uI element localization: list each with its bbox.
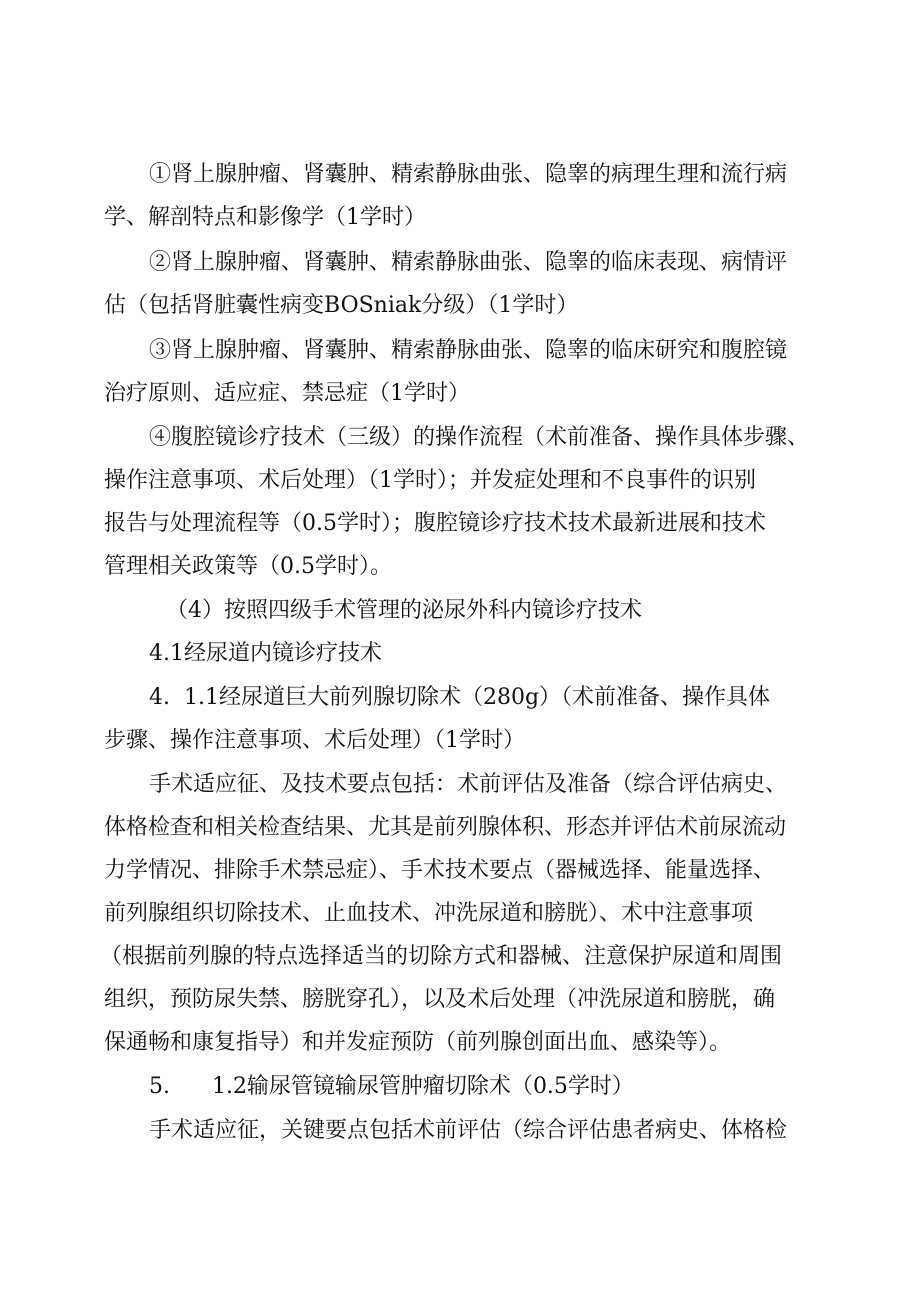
list-item-4-line-2: 操作注意事项、术后处理）（1学时）；并发症处理和不良事件的识别 <box>104 468 756 493</box>
item-4-1-1-line-1: 4. 1.1经尿道巨大前列腺切除术（280g）（术前准备、操作具体 <box>149 685 771 710</box>
list-item-2-line-2: 估（包括肾脏囊性病变BOSniak分级）（1学时） <box>104 293 579 318</box>
subsection-heading-4-1: 4.1经尿道内镜诊疗技术 <box>149 641 382 666</box>
item-1-2-heading: 5. 1.2输尿管镜输尿管肿瘤切除术（0.5学时） <box>149 1074 634 1099</box>
paragraph-line-5: （根据前列腺的特点选择适当的切除方式和器械、注意保护尿道和周围 <box>100 944 783 969</box>
section-heading-4: （4）按照四级手术管理的泌尿外科内镜诊疗技术 <box>166 598 642 623</box>
paragraph-line-3: 力学情况、排除手术禁忌症）、手术技术要点（器械选择、能量选择、 <box>104 858 776 883</box>
list-item-3-line-1: ③肾上腺肿瘤、肾囊肿、精索静脉曲张、隐睾的临床研究和腹腔镜 <box>149 338 788 363</box>
list-item-2-line-1: ②肾上腺肿瘤、肾囊肿、精索静脉曲张、隐睾的临床表现、病情评 <box>149 250 788 275</box>
list-item-4-line-4: 管理相关政策等（0.5学时）。 <box>104 554 392 579</box>
list-item-4-line-3: 报告与处理流程等（0.5学时）；腹腔镜诊疗技术技术最新进展和技术 <box>104 511 766 536</box>
paragraph-line-1: 手术适应征、及技术要点包括：术前评估及准备（综合评估病史、 <box>149 772 788 797</box>
list-item-1-line-2: 学、解剖特点和影像学（1学时） <box>104 205 426 230</box>
paragraph-2-line-1: 手术适应征，关键要点包括术前评估（综合评估患者病史、体格检 <box>149 1118 788 1143</box>
paragraph-line-4: 前列腺组织切除技术、止血技术、冲洗尿道和膀胱）、术中注意事项 <box>104 901 754 926</box>
item-4-1-1-line-2: 步骤、操作注意事项、术后处理）（1学时） <box>104 728 525 753</box>
list-item-1-line-1: ①肾上腺肿瘤、肾囊肿、精索静脉曲张、隐睾的病理生理和流行病 <box>149 162 788 187</box>
paragraph-line-2: 体格检查和相关检查结果、尤其是前列腺体积、形态并评估术前尿流动 <box>104 815 787 840</box>
paragraph-line-6: 组织，预防尿失禁、膀胱穿孔），以及术后处理（冲洗尿道和膀胱，确 <box>104 987 776 1012</box>
list-item-4-line-1: ④腹腔镜诊疗技术（三级）的操作流程（术前准备、操作具体步骤、 <box>149 425 810 450</box>
paragraph-line-7: 保通畅和康复指导）和并发症预防（前列腺创面出血、感染等）。 <box>104 1030 732 1055</box>
list-item-3-line-2: 治疗原则、适应症、禁忌症（1学时） <box>104 381 470 406</box>
